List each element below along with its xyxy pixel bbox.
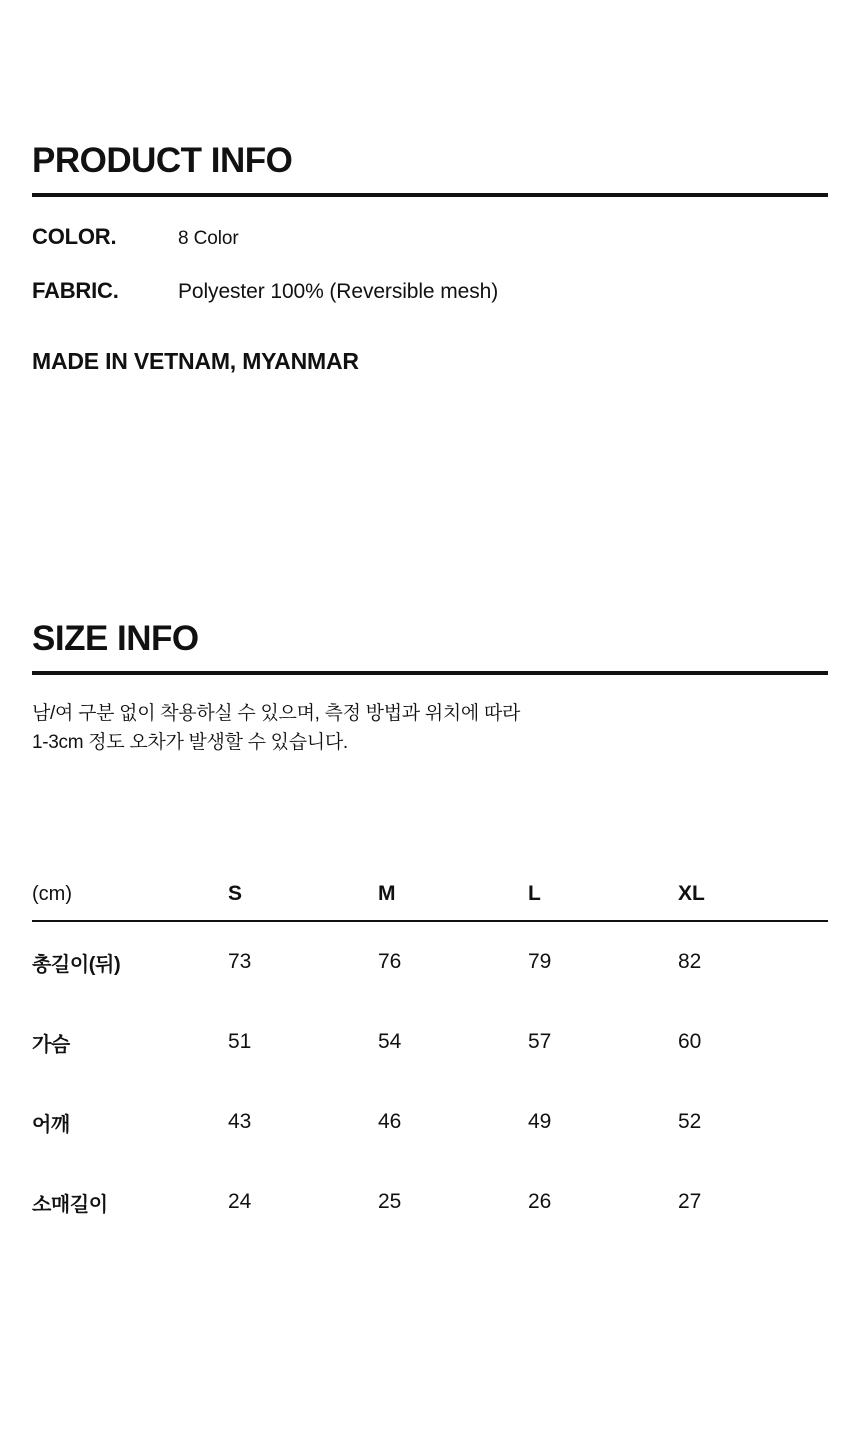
size-cell-sleeve-m: 25 [378,1190,402,1213]
fabric-row [32,278,828,304]
size-row-label-sleeve: 소매길이 [32,1193,108,1216]
size-cell-shoulder-l: 49 [528,1110,552,1133]
color-label: COLOR. [32,223,117,249]
size-table [32,868,828,1242]
table-row [32,1002,828,1082]
size-table-col-s: S [228,882,243,905]
size-cell-total-length-m: 76 [378,950,402,973]
size-cell-sleeve-s: 24 [228,1190,252,1213]
size-table-col-l: L [528,882,541,905]
size-cell-chest-m: 54 [378,1030,402,1053]
size-cell-sleeve-xl: 27 [678,1190,702,1213]
size-table-header-row [32,868,828,921]
size-note [32,699,828,758]
size-table-col-m: M [378,882,396,905]
size-info-divider [32,671,828,675]
product-info-title: PRODUCT INFO [32,141,293,180]
size-table-col-xl: XL [678,882,705,905]
origin-text: MADE IN VETNAM, MYANMAR [32,347,359,374]
fabric-value: Polyester 100% (Reversible mesh) [178,279,499,303]
size-row-label-chest: 가슴 [32,1033,70,1056]
size-cell-chest-s: 51 [228,1030,252,1053]
size-table-body [32,921,828,1242]
size-row-label-total-length: 총길이(뒤) [32,953,121,976]
table-row [32,1162,828,1242]
size-cell-shoulder-s: 43 [228,1110,252,1133]
size-cell-shoulder-xl: 52 [678,1110,702,1133]
size-note-line-2: 1-3cm 정도 오차가 발생할 수 있습니다. [32,731,348,753]
size-cell-shoulder-m: 46 [378,1110,402,1133]
size-note-line-1: 남/여 구분 없이 착용하실 수 있으며, 측정 방법과 위치에 따라 [32,702,521,724]
table-row [32,1082,828,1162]
size-cell-chest-xl: 60 [678,1030,702,1053]
size-info-section [32,620,828,757]
size-table-unit-label: (cm) [32,883,72,905]
size-info-title: SIZE INFO [32,619,199,658]
size-cell-total-length-s: 73 [228,950,252,973]
product-info-section [32,142,828,375]
size-table-header [32,868,828,921]
size-cell-total-length-xl: 82 [678,950,702,973]
color-value: 8 Color [178,227,239,249]
fabric-label: FABRIC. [32,277,119,303]
color-row [32,224,828,250]
size-cell-sleeve-l: 26 [528,1190,552,1213]
size-row-label-shoulder: 어깨 [32,1113,70,1136]
product-info-divider [32,193,828,197]
size-cell-total-length-l: 79 [528,950,552,973]
size-cell-chest-l: 57 [528,1030,552,1053]
table-row [32,921,828,1002]
